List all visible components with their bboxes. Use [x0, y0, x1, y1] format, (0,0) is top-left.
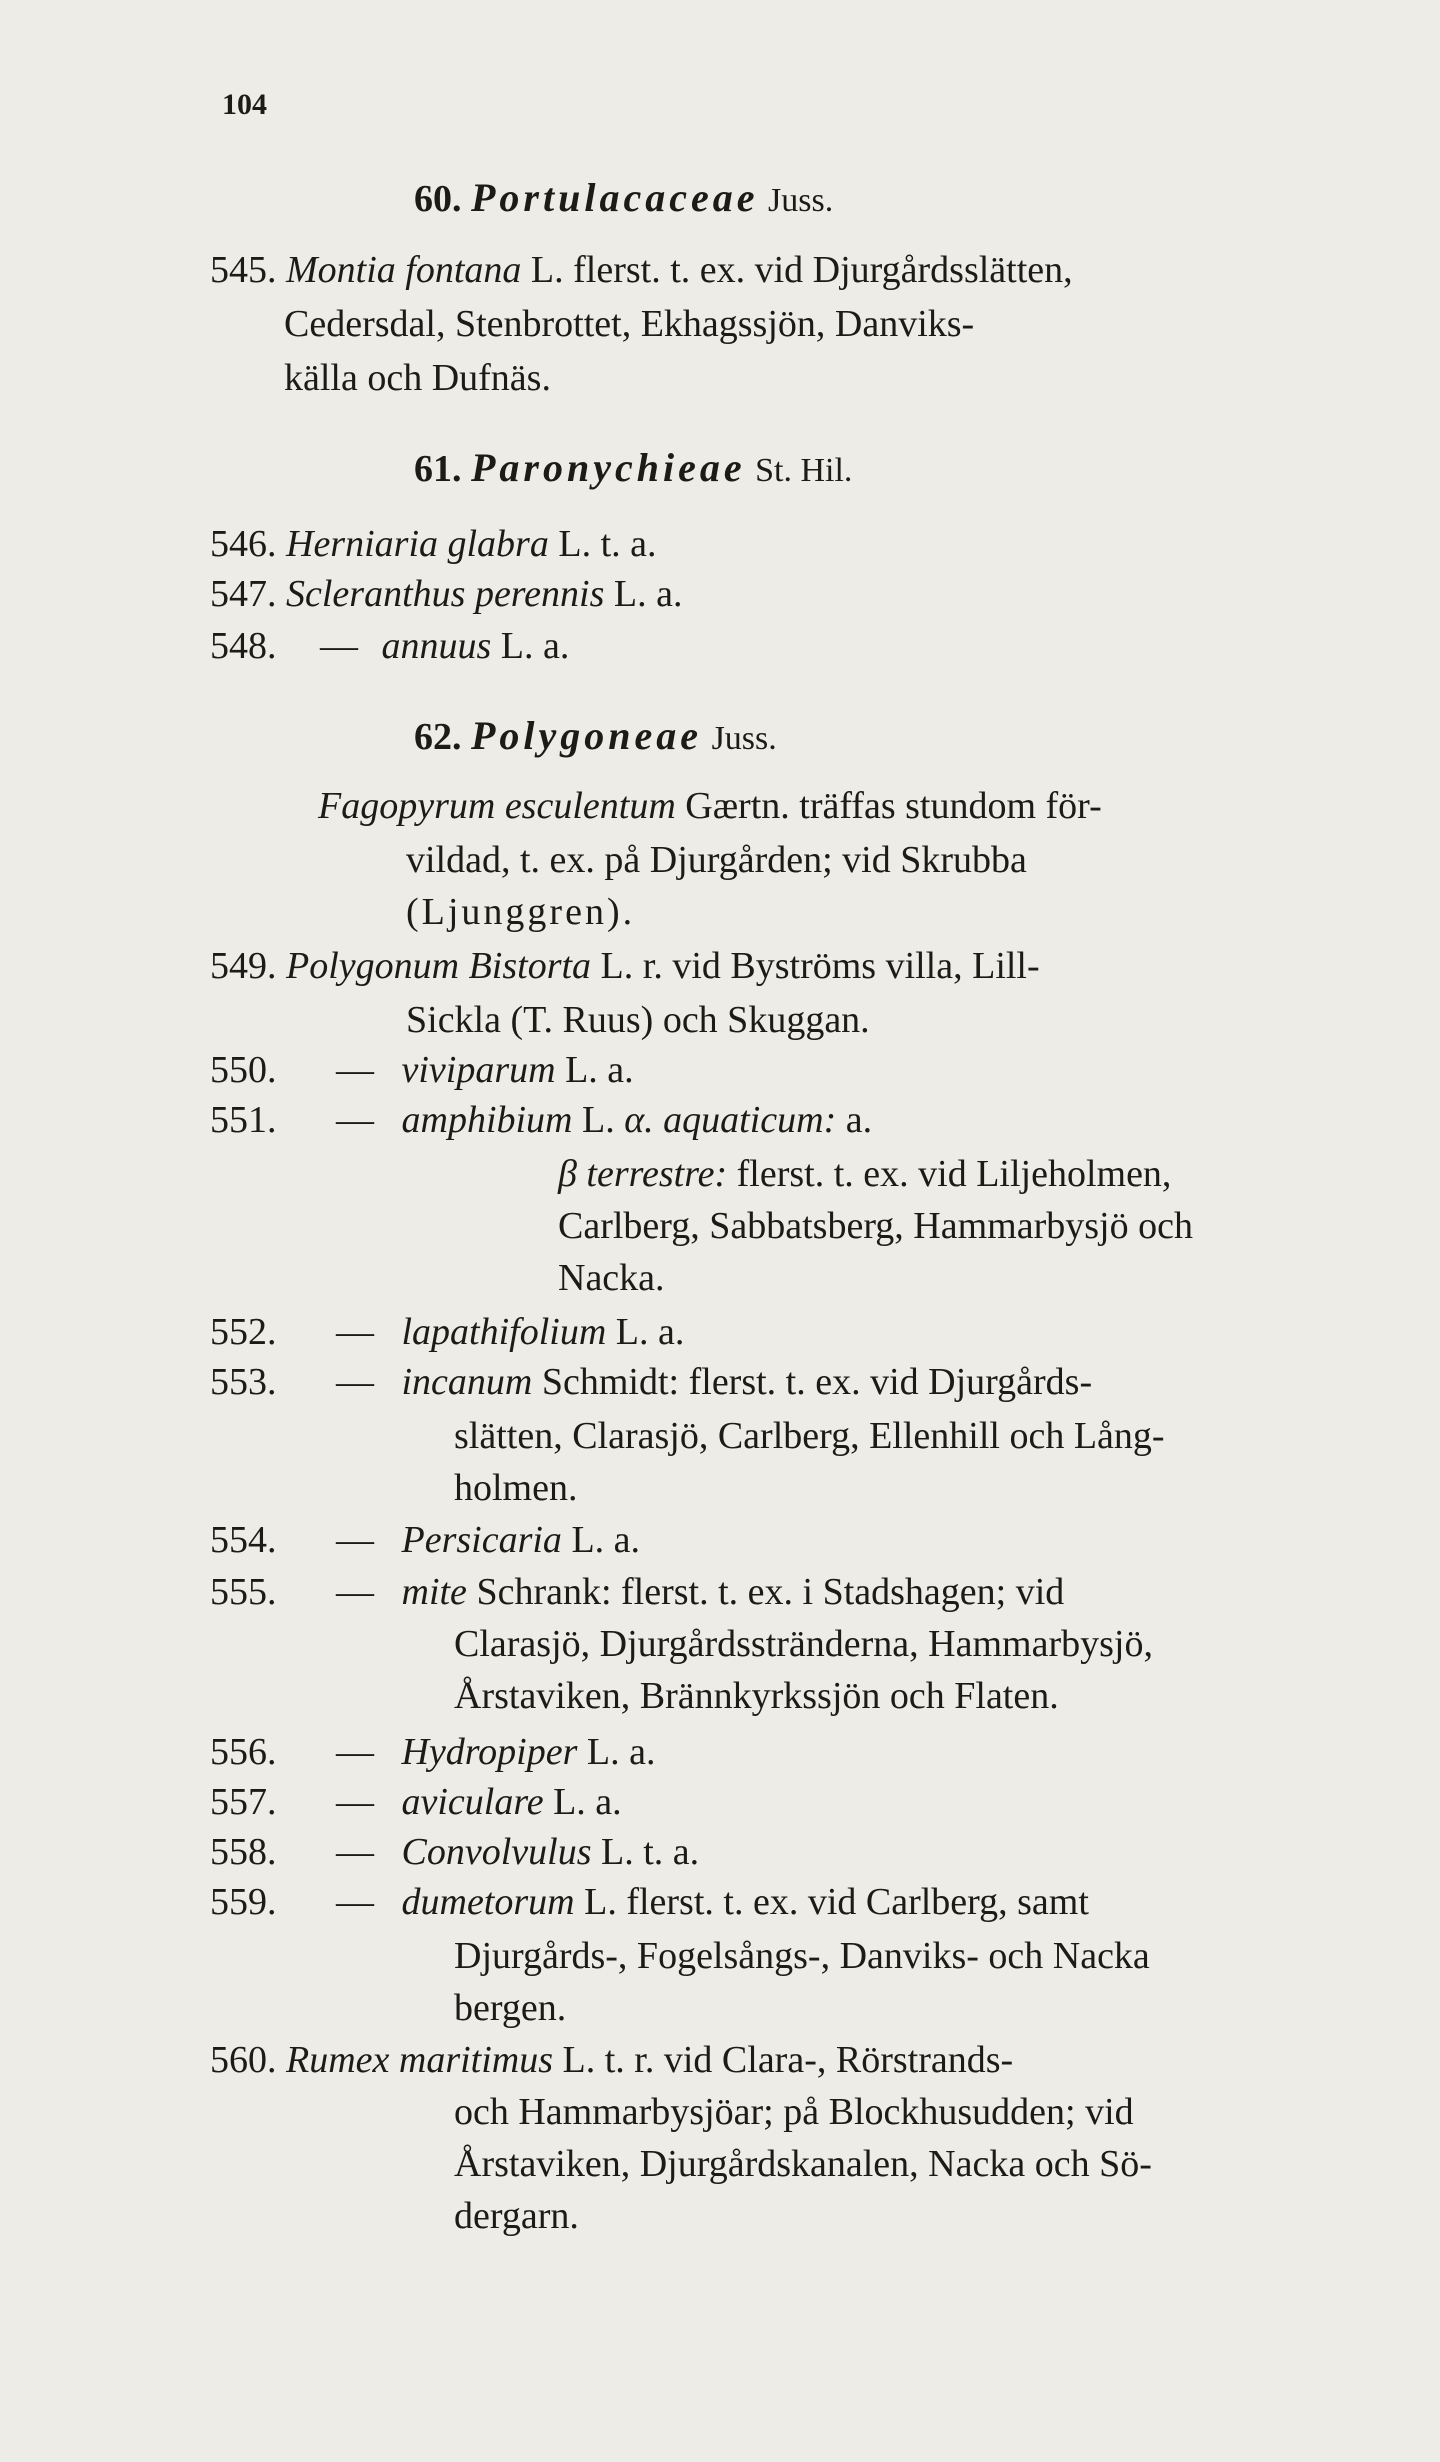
entry-558: 558. — Convolvulus L. t. a.	[210, 1831, 700, 1873]
entry-547: 547. Scleranthus perennis L. a.	[210, 573, 683, 615]
entry-553: 553. — incanum Schmidt: flerst. t. ex. vid Djurgårds-	[210, 1361, 1093, 1403]
entry-545-cont: källa och Dufnäs.	[284, 357, 551, 399]
entry-553-cont: holmen.	[454, 1467, 578, 1509]
entry-fagopyrum-cont: (Ljunggren).	[406, 891, 636, 933]
entry-553-cont: slätten, Clarasjö, Carlberg, Ellenhill och Lång-	[454, 1415, 1165, 1457]
entry-551-cont: Nacka.	[558, 1257, 665, 1299]
entry-552: 552. — lapathifolium L. a.	[210, 1311, 685, 1353]
entry-fagopyrum-cont: vildad, t. ex. på Djurgården; vid Skrubba	[406, 839, 1027, 881]
entry-fagopyrum: Fagopyrum esculentum Gærtn. träffas stundom för-	[318, 785, 1102, 827]
page-number: 104	[222, 88, 267, 121]
entry-551-variety: β terrestre: flerst. t. ex. vid Liljeholmen,	[558, 1153, 1172, 1195]
entry-560: 560. Rumex maritimus L. t. r. vid Clara-, Rörstrands-	[210, 2039, 1014, 2081]
entry-551-cont: Carlberg, Sabbatsberg, Hammarbysjö och	[558, 1205, 1193, 1247]
entry-549-cont: Sickla (T. Ruus) och Skuggan.	[406, 999, 870, 1041]
entry-555-cont: Clarasjö, Djurgårdsstränderna, Hammarbysjö,	[454, 1623, 1153, 1665]
entry-545: 545. Montia fontana L. flerst. t. ex. vid Djurgårdsslätten,	[210, 249, 1073, 291]
entry-549: 549. Polygonum Bistorta L. r. vid Byströms villa, Lill-	[210, 945, 1040, 987]
family-heading: 62. Polygoneae Juss.	[414, 713, 777, 758]
entry-560-cont: Årstaviken, Djurgårdskanalen, Nacka och Sö-	[454, 2143, 1152, 2185]
family-heading: 61. Paronychieae St. Hil.	[414, 445, 853, 490]
entry-559: 559. — dumetorum L. flerst. t. ex. vid Carlberg, samt	[210, 1881, 1089, 1923]
entry-555-cont: Årstaviken, Brännkyrkssjön och Flaten.	[454, 1675, 1059, 1717]
entry-551: 551. — amphibium L. α. aquaticum: a.	[210, 1099, 873, 1141]
entry-554: 554. — Persicaria L. a.	[210, 1519, 641, 1561]
entry-559-cont: Djurgårds-, Fogelsångs-, Danviks- och Nacka	[454, 1935, 1150, 1977]
family-heading: 60. Portulacaceae Juss.	[414, 175, 834, 220]
entry-560-cont: och Hammarbysjöar; på Blockhusudden; vid	[454, 2091, 1134, 2133]
entry-560-cont: dergarn.	[454, 2195, 579, 2237]
entry-556: 556. — Hydropiper L. a.	[210, 1731, 656, 1773]
entry-545-cont: Cedersdal, Stenbrottet, Ekhagssjön, Danviks-	[284, 303, 975, 345]
entry-555: 555. — mite Schrank: flerst. t. ex. i Stadshagen; vid	[210, 1571, 1065, 1613]
entry-559-cont: bergen.	[454, 1987, 567, 2029]
entry-550: 550. — viviparum L. a.	[210, 1049, 634, 1091]
entry-546: 546. Herniaria glabra L. t. a.	[210, 523, 657, 565]
entry-548: 548. — annuus L. a.	[210, 625, 570, 667]
entry-557: 557. — aviculare L. a.	[210, 1781, 622, 1823]
